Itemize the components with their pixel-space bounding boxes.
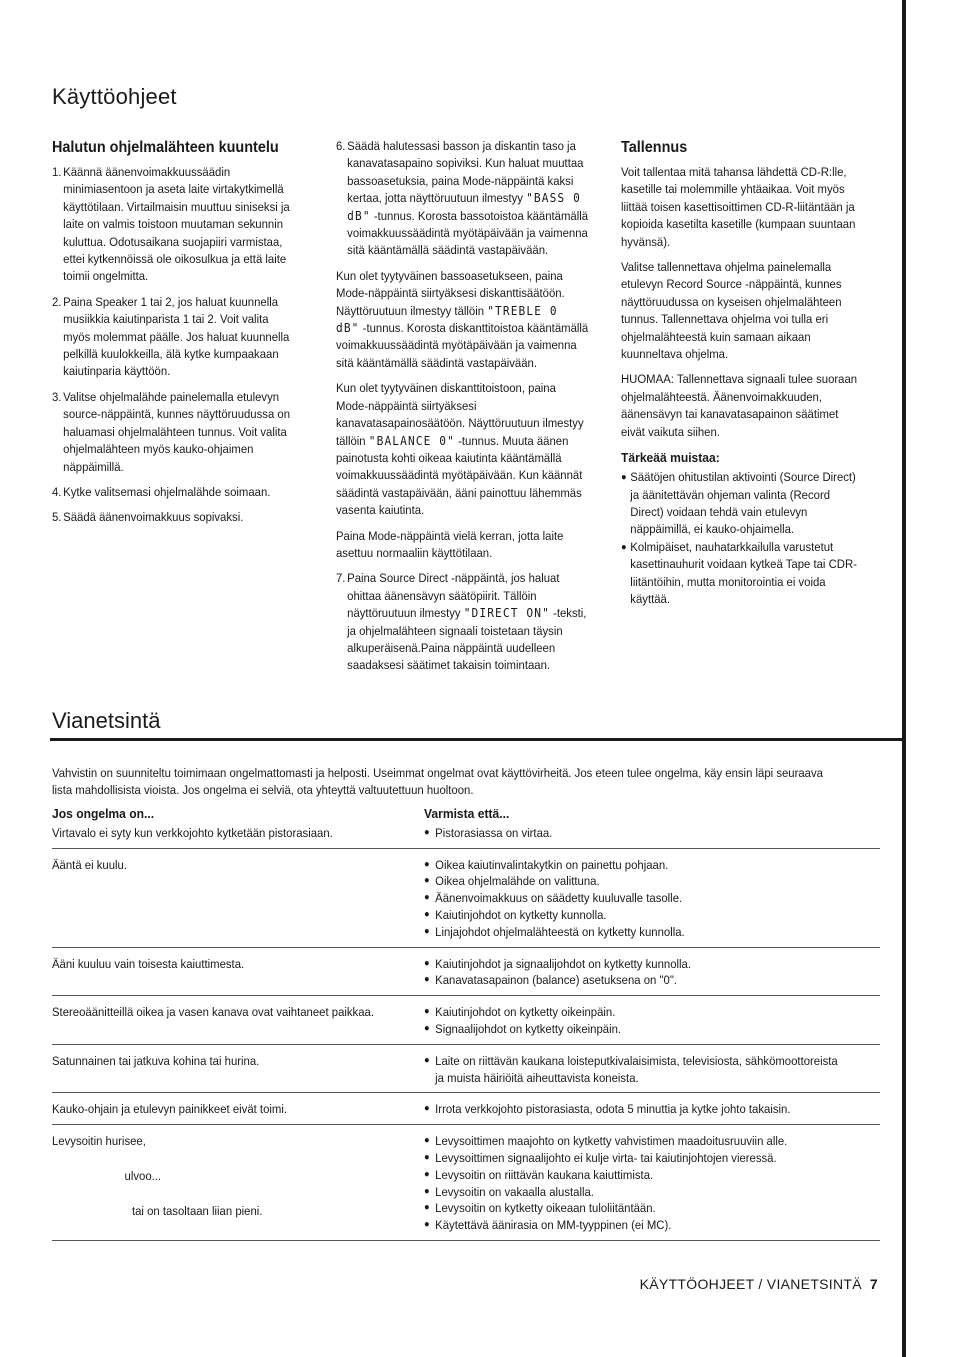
problem-text: Levysoitin hurisee,: [52, 1134, 146, 1149]
step-5: [52, 509, 296, 526]
bullet-icon: ●: [424, 1151, 430, 1163]
check-text: Käytettävä äänirasia on MM-tyyppinen (ei MC).: [435, 1218, 672, 1233]
bullet-icon: ●: [424, 1022, 430, 1034]
bullet-icon: ●: [621, 472, 627, 484]
check-item: [424, 956, 848, 973]
check-text: Linjajohdot ohjelmalähteestä on kytketty kunnolla.: [435, 924, 685, 939]
page-number: 7: [869, 1276, 878, 1292]
recording-note: HUOMAA: Tallennettava signaali tulee suoraan ohjelmalähteestä. Äänenvoimakkuuden, äänensävyn tai kanavatasapainon säätimet eivät vaikuta siihen.: [621, 372, 858, 439]
check-text: Kaiutinjohdot ja signaalijohdot on kytketty kunnolla.: [435, 956, 691, 971]
check-text: Levysoittimen maajohto on kytketty vahvistimen maadoitusruuviin alle.: [435, 1134, 788, 1149]
step-number: 5.: [52, 510, 62, 525]
footer-text: KÄYTTÖOHJEET / VIANETSINTÄ: [639, 1276, 862, 1292]
bullet-icon: ●: [424, 1168, 430, 1180]
check-text: Levysoittimen signaalijohto ei kulje virta- tai kaiutinjohtojen vieressä.: [435, 1150, 777, 1165]
step-text: Käännä äänenvoimakkuussäädin minimiasentoon ja aseta laite virtakytkimellä käyttötilaan. Virtailmaisin muuttuu siniseksi ja laite on valmis toistoon muutaman sekunnin kuluttua. Odotusaikana suojapiiri varmistaa, ettei kytkennöissä ole oikosulkua ja että laite toimii ongelmitta.: [63, 165, 290, 284]
column-recording: [621, 138, 865, 608]
check-text: Laite on riittävän kaukana loisteputkivalaisimista, televisiosta, sähkömoottoreista ja muista häiriöitä aiheuttavista koneista.: [435, 1053, 838, 1085]
check-item: [424, 1053, 848, 1087]
step-text: Paina Speaker 1 tai 2, jos haluat kuunnella musiikkia kaiutinparista 1 tai 2. Voit valita myös molemmat päälle. Jos haluat kuunnella pelkillä kuulokkeilla, älä kytke kumpaakaan kaiutinparia käyttöön.: [63, 294, 290, 379]
section-heading-troubleshooting: Vianetsintä: [52, 708, 161, 733]
table-row: [52, 1051, 880, 1094]
recording-paragraph-2: Valitse tallennettava ohjelma painelemalla etulevyn Record Source -näppäintä, kunnes näyttöruudussa on kyseisen ohjelmalähteen tunnus. Tallennettava ohjelma voi tulla eri ohjelmalähteestä kuin samaan aikaan kuunneltava ohjelma.: [621, 260, 842, 362]
check-cell: [424, 1053, 880, 1087]
step-number: 2.: [52, 294, 62, 309]
problem-text: Virtavalo ei syty kun verkkojohto kytketään pistorasiaan.: [52, 825, 333, 840]
check-item: [424, 1217, 848, 1234]
check-text: Oikea ohjelmalähde on valittuna.: [435, 874, 600, 889]
check-text: Äänenvoimakkuus on säädetty kuuluvalle tasolle.: [435, 891, 683, 906]
listening-steps: [52, 164, 296, 527]
problem-cell: [52, 956, 424, 990]
check-text: Irrota verkkojohto pistorasiasta, odota 5 minuttia ja kytke johto takaisin.: [435, 1102, 791, 1117]
step-7-text-a: Paina Source Direct -näppäintä, jos haluat ohittaa äänensävyn säätöpiirit. Tällöin näyttöruutuun ilmestyy: [347, 571, 560, 621]
problem-cell: [52, 1101, 424, 1118]
check-text: Kaiutinjohdot on kytketty oikeinpäin.: [435, 1005, 616, 1020]
header-check: Varmista että...: [424, 806, 510, 821]
step-4: [52, 484, 296, 501]
check-text: Pistorasiassa on virtaa.: [435, 825, 553, 840]
step-7: [336, 570, 589, 674]
check-cell: [424, 825, 880, 842]
problem-text: Kauko-ohjain ja etulevyn painikkeet eivät toimi.: [52, 1102, 288, 1117]
step-6-text-a: Säädä halutessasi basson ja diskantin taso ja kanavatasapaino sopiviksi. Kun haluat muuttaa bassoasetuksia, paina Mode-näppäintä kaksi kertaa, jotta näyttöruutuun ilmestyy: [347, 139, 584, 206]
problem-text: ulvoo...: [124, 1168, 162, 1183]
display-readout-balance: "BALANCE 0": [368, 433, 455, 448]
display-readout-bass: "BASS 0 dB": [347, 191, 581, 223]
important-item: [621, 539, 865, 609]
table-row: [52, 855, 880, 948]
step-1: [52, 164, 296, 286]
balance-text-a: Kun olet tyytyväinen diskanttitoistoon, paina Mode-näppäintä siirtyäksesi kanavatasapainosäätöön. Näyttöruutuun ilmestyy tällöin: [336, 381, 584, 448]
bullet-icon: ●: [424, 826, 430, 838]
check-text: Kanavatasapainon (balance) asetuksena on "0".: [435, 973, 678, 988]
page-title: Käyttöohjeet: [52, 84, 177, 109]
check-text: Signaalijohdot on kytketty oikeinpäin.: [435, 1021, 622, 1036]
check-item: [424, 825, 848, 842]
problem-cell: [52, 1004, 424, 1038]
bullet-icon: ●: [424, 1135, 430, 1147]
check-item: [424, 857, 848, 874]
check-cell: [424, 1133, 880, 1234]
bullet-icon: ●: [424, 1185, 430, 1197]
step-3: [52, 389, 296, 476]
important-subheading: Tärkeää muistaa:: [621, 450, 720, 466]
column-tone-controls: [336, 138, 589, 683]
troubleshooting-intro: Vahvistin on suunniteltu toimimaan ongelmattomasti ja helposti. Useimmat ongelmat ovat käyttövirheitä. Jos eteen tulee ongelma, käy ensin läpi seuraava lista mahdollisista vioista. Jos ongelma ei selviä, ota yhteyttä valtuutettuun huoltoon.: [52, 766, 823, 797]
bullet-icon: ●: [424, 875, 430, 887]
important-item-text: Säätöjen ohitustilan aktivointi (Source Direct) ja äänitettävän ohjeman valinta (Record Direct) voidaan tehdä vain etulevyn näppäimillä, ei kauko-ohjaimella.: [630, 470, 856, 537]
problem-cell: [52, 825, 424, 842]
problem-text: tai on tasoltaan liian pieni.: [131, 1203, 263, 1218]
balance-paragraph: [336, 380, 589, 519]
recording-paragraph-1: Voit tallentaa mitä tahansa lähdettä CD-R:lle, kasetille tai molemmille yhtäaikaa. Voit myös liittää toisen kasettisoittimen CD-R-liitäntään ja kopioida kasetilta kasetille (kumpaan suuntaan hyvänsä).: [621, 165, 856, 249]
step-6: [336, 138, 589, 260]
check-item: [424, 1004, 848, 1021]
balance-text-b: -tunnus. Muuta äänen painotusta kohti oikeaa kaiutinta kääntämällä voimakkuussäädintä myötäpäivään. Kun käännät säädintä vastapäivään, ääni painottuu lähemmäs vasenta kaiutinta.: [336, 433, 583, 518]
treble-text-a: Kun olet tyytyväinen bassoasetukseen, paina Mode-näppäintä siirtyäksesi diskanttisäätöön. Näyttöruutuun ilmestyy tällöin: [336, 268, 565, 318]
bullet-icon: ●: [424, 925, 430, 937]
column-listening: [52, 138, 296, 535]
check-cell: [424, 857, 880, 941]
step-number: 7.: [336, 571, 346, 586]
problem-cell: [52, 1053, 424, 1087]
check-item: [424, 1150, 848, 1167]
problem-text: Stereoäänitteillä oikea ja vasen kanava ovat vaihtaneet paikkaa.: [52, 1005, 374, 1020]
problem-text: Ääni kuuluu vain toisesta kaiuttimesta.: [52, 956, 245, 971]
bullet-icon: ●: [424, 1054, 430, 1066]
check-cell: [424, 1101, 880, 1118]
check-item: [424, 1184, 848, 1201]
page-footer: [640, 1276, 878, 1292]
check-item: [424, 873, 848, 890]
bullet-icon: ●: [424, 1219, 430, 1231]
table-body: [52, 823, 880, 1241]
vertical-rule: [902, 0, 906, 1357]
important-item: [621, 469, 865, 539]
bullet-icon: ●: [424, 908, 430, 920]
step-number: 6.: [336, 139, 346, 153]
check-cell: [424, 956, 880, 990]
bullet-icon: ●: [424, 858, 430, 870]
troubleshooting-table: [52, 806, 880, 1247]
section-heading-listening: Halutun ohjelmalähteen kuuntelu: [52, 139, 279, 156]
table-row: [52, 1099, 880, 1125]
header-problem: Jos ongelma on...: [52, 806, 155, 821]
check-text: Levysoitin on riittävän kaukana kaiuttimista.: [435, 1167, 654, 1182]
check-item: [424, 1021, 848, 1038]
section-divider: [50, 738, 902, 741]
table-row: [52, 1131, 880, 1241]
check-item: [424, 907, 848, 924]
step-2: [52, 294, 296, 381]
check-item: [424, 1167, 848, 1184]
step-number: 1.: [52, 165, 62, 179]
display-readout-treble: "TREBLE 0 dB": [336, 303, 558, 336]
table-row: [52, 954, 880, 997]
problem-cell: [52, 857, 424, 941]
bullet-icon: ●: [424, 974, 430, 986]
step-6-text-b: -tunnus. Korosta bassotoistoa kääntämällä voimakkuussäädintä myötäpäivään ja vaimenna sitä kääntämällä säädintä vastapäivään.: [347, 208, 589, 258]
problem-text: Satunnainen tai jatkuva kohina tai hurina.: [52, 1053, 260, 1068]
table-header: [52, 806, 880, 823]
step-number: 4.: [52, 484, 62, 499]
table-row: [52, 1002, 880, 1045]
bullet-icon: ●: [621, 541, 627, 553]
check-item: [424, 1133, 848, 1150]
step-number: 3.: [52, 389, 62, 404]
bullet-icon: ●: [424, 892, 430, 904]
check-item: [424, 924, 848, 941]
step-text: Säädä äänenvoimakkuus sopivaksi.: [63, 510, 244, 525]
check-item: [424, 1101, 848, 1118]
check-text: Levysoitin on vakaalla alustalla.: [435, 1184, 594, 1199]
problem-cell: [52, 1133, 424, 1234]
bullet-icon: ●: [424, 1103, 430, 1115]
check-text: Kaiutinjohdot on kytketty kunnolla.: [435, 907, 607, 922]
display-readout-direct: "DIRECT ON": [463, 606, 550, 621]
step-7-text-b: -teksti, ja ohjelmalähteen signaali toistetaan täysin alkuperäisenä.Paina näppäintä uudelleen saadaksesi säätimet takaisin toimintaan.: [347, 606, 587, 673]
check-item: [424, 1200, 848, 1217]
table-row: [52, 823, 880, 849]
bullet-icon: ●: [424, 957, 430, 969]
bullet-icon: ●: [424, 1006, 430, 1018]
check-cell: [424, 1004, 880, 1038]
treble-text-b: -tunnus. Korosta diskanttitoistoa kääntämällä voimakkuussäädintä myötäpäivään ja vaimenna sitä kääntämällä säädintä vastapäivään.: [336, 321, 589, 370]
step-text: Valitse ohjelmalähde painelemalla etulevyn source-näppäintä, kunnes näyttöruudussa on haluamasi ohjelmalähteen tunnus. Voit valita ohjelmalähteen myös kauko-ohjaimen näppäimillä.: [63, 389, 291, 474]
bullet-icon: ●: [424, 1202, 430, 1214]
important-list: [621, 469, 865, 608]
step-text: Kytke valitsemasi ohjelmalähde soimaan.: [63, 484, 271, 499]
important-item-text: Kolmipäiset, nauhatarkkailulla varustetut kasettinauhurit voidaan kytkeä Tape tai CDR-liitäntöihin, mutta monitorointia ei voida käyttää.: [630, 539, 857, 606]
section-heading-recording: Tallennus: [621, 139, 688, 156]
mode-paragraph: Paina Mode-näppäintä vielä kerran, jotta laite asettuu normaaliin käyttötilaan.: [336, 528, 564, 560]
treble-paragraph: [336, 268, 589, 372]
problem-text: Ääntä ei kuulu.: [52, 857, 127, 872]
check-text: Levysoitin on kytketty oikeaan tuloliitäntään.: [435, 1201, 656, 1216]
check-item: [424, 972, 848, 989]
check-text: Oikea kaiutinvalintakytkin on painettu pohjaan.: [435, 857, 669, 872]
check-item: [424, 890, 848, 907]
